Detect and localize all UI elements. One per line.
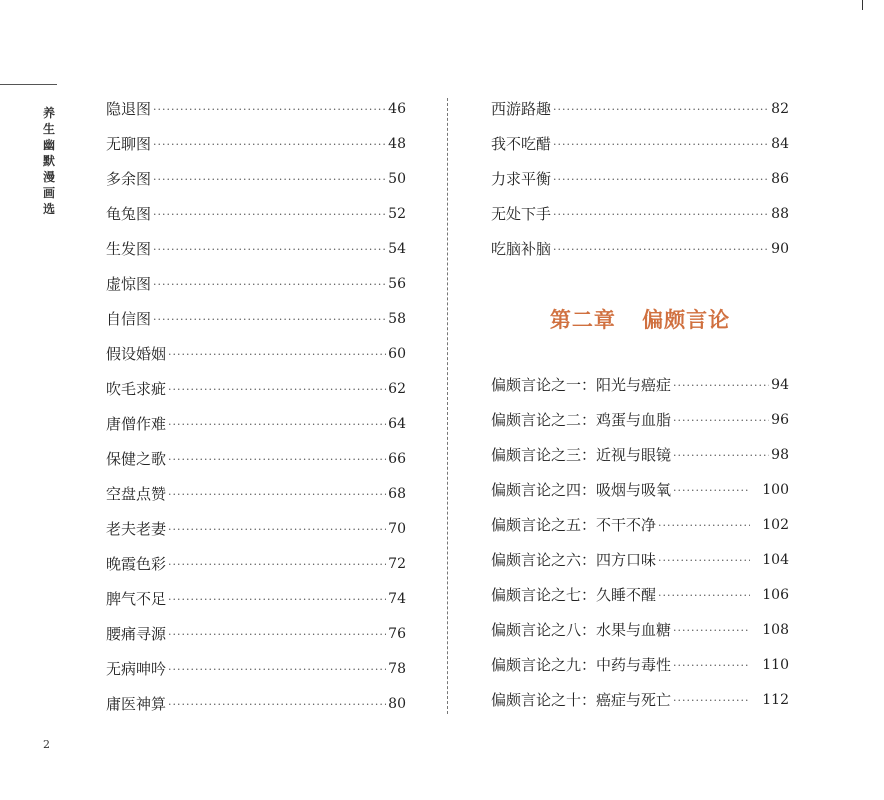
header-rule — [0, 84, 57, 85]
toc-entry-title: 腰痛寻源 — [106, 625, 167, 643]
toc-entry-page: 76 — [388, 626, 406, 642]
toc-entry-page: 70 — [388, 521, 406, 537]
toc-entry-title: 多余图 — [106, 170, 152, 188]
toc-entry-page: 58 — [388, 311, 406, 327]
dot-leader — [673, 473, 750, 508]
toc-entry-page: 78 — [388, 661, 406, 677]
toc-entry[interactable] — [106, 92, 406, 127]
toc-entry[interactable] — [106, 197, 406, 232]
toc-entry-title: 吃脑补脑 — [491, 240, 552, 258]
toc-entry[interactable] — [106, 652, 406, 687]
chapter-heading: 第二章 偏颇言论 — [549, 308, 731, 332]
toc-entry-page: 108 — [762, 622, 789, 638]
dot-leader — [658, 508, 750, 543]
toc-entry-page: 72 — [388, 556, 406, 572]
toc-entry-page: 94 — [771, 377, 789, 393]
toc-entry[interactable] — [491, 197, 789, 232]
toc-entry-title: 生发图 — [106, 240, 152, 258]
toc-entry-title: 偏颇言论之十：癌症与死亡 — [491, 691, 672, 709]
toc-entry-title: 自信图 — [106, 310, 152, 328]
toc-entry[interactable] — [106, 547, 406, 582]
dot-leader — [553, 162, 769, 197]
toc-entry[interactable] — [106, 232, 406, 267]
dot-leader — [673, 683, 750, 718]
toc-entry[interactable] — [491, 368, 789, 403]
toc-entry[interactable] — [491, 683, 789, 718]
toc-entry[interactable] — [491, 578, 789, 613]
dot-leader — [153, 127, 386, 162]
toc-entry[interactable] — [106, 477, 406, 512]
toc-entry-page: 46 — [388, 101, 406, 117]
toc-entry-title: 无聊图 — [106, 135, 152, 153]
toc-entry-title: 龟兔图 — [106, 205, 152, 223]
dot-leader — [658, 543, 750, 578]
toc-entry-title: 庸医神算 — [106, 695, 167, 713]
toc-entry[interactable] — [106, 337, 406, 372]
dot-leader — [673, 368, 769, 403]
toc-entry[interactable] — [106, 687, 406, 722]
dot-leader — [153, 232, 386, 267]
toc-entry[interactable] — [491, 473, 789, 508]
toc-entry[interactable] — [491, 92, 789, 127]
toc-entry-title: 晚霞色彩 — [106, 555, 167, 573]
toc-entry[interactable] — [106, 582, 406, 617]
toc-entry[interactable] — [106, 512, 406, 547]
toc-entry-page: 110 — [762, 657, 789, 673]
dot-leader — [153, 92, 386, 127]
toc-entry-title: 唐僧作难 — [106, 415, 167, 433]
column-divider — [447, 98, 448, 714]
dot-leader — [673, 438, 769, 473]
toc-entry-title: 偏颇言论之三：近视与眼镜 — [491, 446, 672, 464]
toc-entry-title: 偏颇言论之六：四方口味 — [491, 551, 657, 569]
book-title-vertical — [40, 105, 58, 217]
toc-entry-title: 偏颇言论之八：水果与血糖 — [491, 621, 672, 639]
dot-leader — [553, 232, 769, 267]
dot-leader — [553, 92, 769, 127]
toc-entry[interactable] — [491, 438, 789, 473]
dot-leader — [553, 197, 769, 232]
dot-leader — [168, 512, 386, 547]
dot-leader — [168, 547, 386, 582]
toc-right-top-column — [491, 92, 789, 267]
dot-leader — [168, 372, 386, 407]
toc-entry-page: 50 — [388, 171, 406, 187]
toc-entry[interactable] — [106, 302, 406, 337]
toc-entry-title: 假设婚姻 — [106, 345, 167, 363]
toc-entry-title: 力求平衡 — [491, 170, 552, 188]
toc-entry-title: 偏颇言论之四：吸烟与吸氧 — [491, 481, 672, 499]
toc-entry-title: 偏颇言论之五：不干不净 — [491, 516, 657, 534]
toc-entry-title: 脾气不足 — [106, 590, 167, 608]
toc-entry[interactable] — [491, 232, 789, 267]
toc-entry-title: 偏颇言论之二：鸡蛋与血脂 — [491, 411, 672, 429]
toc-entry-title: 老夫老妻 — [106, 520, 167, 538]
toc-entry-title: 虚惊图 — [106, 275, 152, 293]
toc-entry[interactable] — [491, 127, 789, 162]
page-number: 2 — [43, 738, 50, 751]
toc-entry-page: 66 — [388, 451, 406, 467]
toc-entry-page: 98 — [771, 447, 789, 463]
crop-mark — [862, 0, 863, 10]
toc-entry[interactable] — [491, 162, 789, 197]
toc-entry[interactable] — [106, 162, 406, 197]
toc-right-bottom-column — [491, 368, 789, 718]
toc-entry-page: 80 — [388, 696, 406, 712]
book-title-char: 选 — [42, 202, 55, 216]
toc-entry-page: 102 — [762, 517, 789, 533]
dot-leader — [153, 302, 386, 337]
toc-entry[interactable] — [106, 442, 406, 477]
dot-leader — [153, 267, 386, 302]
toc-entry-page: 104 — [762, 552, 789, 568]
toc-entry-page: 54 — [388, 241, 406, 257]
toc-entry[interactable] — [106, 372, 406, 407]
toc-entry[interactable] — [106, 267, 406, 302]
toc-entry-page: 48 — [388, 136, 406, 152]
dot-leader — [168, 582, 386, 617]
dot-leader — [658, 578, 750, 613]
toc-entry-page: 56 — [388, 276, 406, 292]
toc-entry-title: 保健之歌 — [106, 450, 167, 468]
toc-entry-page: 64 — [388, 416, 406, 432]
toc-entry-title: 吹毛求疵 — [106, 380, 167, 398]
book-title-char: 幽 — [42, 138, 55, 152]
dot-leader — [168, 687, 386, 722]
toc-entry-title: 无处下手 — [491, 205, 552, 223]
toc-entry-page: 96 — [771, 412, 789, 428]
toc-entry-page: 82 — [771, 101, 789, 117]
dot-leader — [553, 127, 769, 162]
toc-entry-title: 偏颇言论之一：阳光与癌症 — [491, 376, 672, 394]
toc-entry-title: 空盘点赞 — [106, 485, 167, 503]
toc-entry-page: 106 — [762, 587, 789, 603]
dot-leader — [168, 407, 386, 442]
dot-leader — [153, 197, 386, 232]
dot-leader — [673, 613, 750, 648]
dot-leader — [168, 617, 386, 652]
book-title-char: 生 — [42, 122, 55, 136]
toc-entry[interactable] — [106, 617, 406, 652]
dot-leader — [168, 652, 386, 687]
toc-entry[interactable] — [491, 648, 789, 683]
toc-entry-title: 偏颇言论之九：中药与毒性 — [491, 656, 672, 674]
dot-leader — [673, 648, 750, 683]
toc-entry-page: 86 — [771, 171, 789, 187]
toc-entry[interactable] — [106, 127, 406, 162]
toc-entry-page: 62 — [388, 381, 406, 397]
toc-entry-page: 88 — [771, 206, 789, 222]
toc-entry-page: 112 — [762, 692, 789, 708]
dot-leader — [673, 403, 769, 438]
toc-entry-title: 隐退图 — [106, 100, 152, 118]
dot-leader — [168, 442, 386, 477]
toc-entry-title: 无病呻吟 — [106, 660, 167, 678]
toc-entry[interactable] — [491, 543, 789, 578]
toc-entry-page: 74 — [388, 591, 406, 607]
toc-entry-page: 60 — [388, 346, 406, 362]
toc-entry[interactable] — [106, 407, 406, 442]
toc-left-column — [106, 92, 406, 722]
toc-entry-title: 西游路趣 — [491, 100, 552, 118]
book-title-char: 默 — [42, 154, 55, 168]
dot-leader — [153, 162, 386, 197]
book-title-char: 画 — [42, 186, 55, 200]
toc-entry-page: 100 — [762, 482, 789, 498]
toc-entry-title: 我不吃醋 — [491, 135, 552, 153]
toc-entry-page: 84 — [771, 136, 789, 152]
book-title-char: 养 — [42, 106, 55, 120]
toc-entry-page: 90 — [771, 241, 789, 257]
dot-leader — [168, 477, 386, 512]
toc-entry-page: 68 — [388, 486, 406, 502]
toc-entry[interactable] — [491, 613, 789, 648]
toc-entry[interactable] — [491, 403, 789, 438]
toc-entry-page: 52 — [388, 206, 406, 222]
dot-leader — [168, 337, 386, 372]
toc-entry[interactable] — [491, 508, 789, 543]
toc-entry-title: 偏颇言论之七：久睡不醒 — [491, 586, 657, 604]
book-title-char: 漫 — [42, 170, 55, 184]
